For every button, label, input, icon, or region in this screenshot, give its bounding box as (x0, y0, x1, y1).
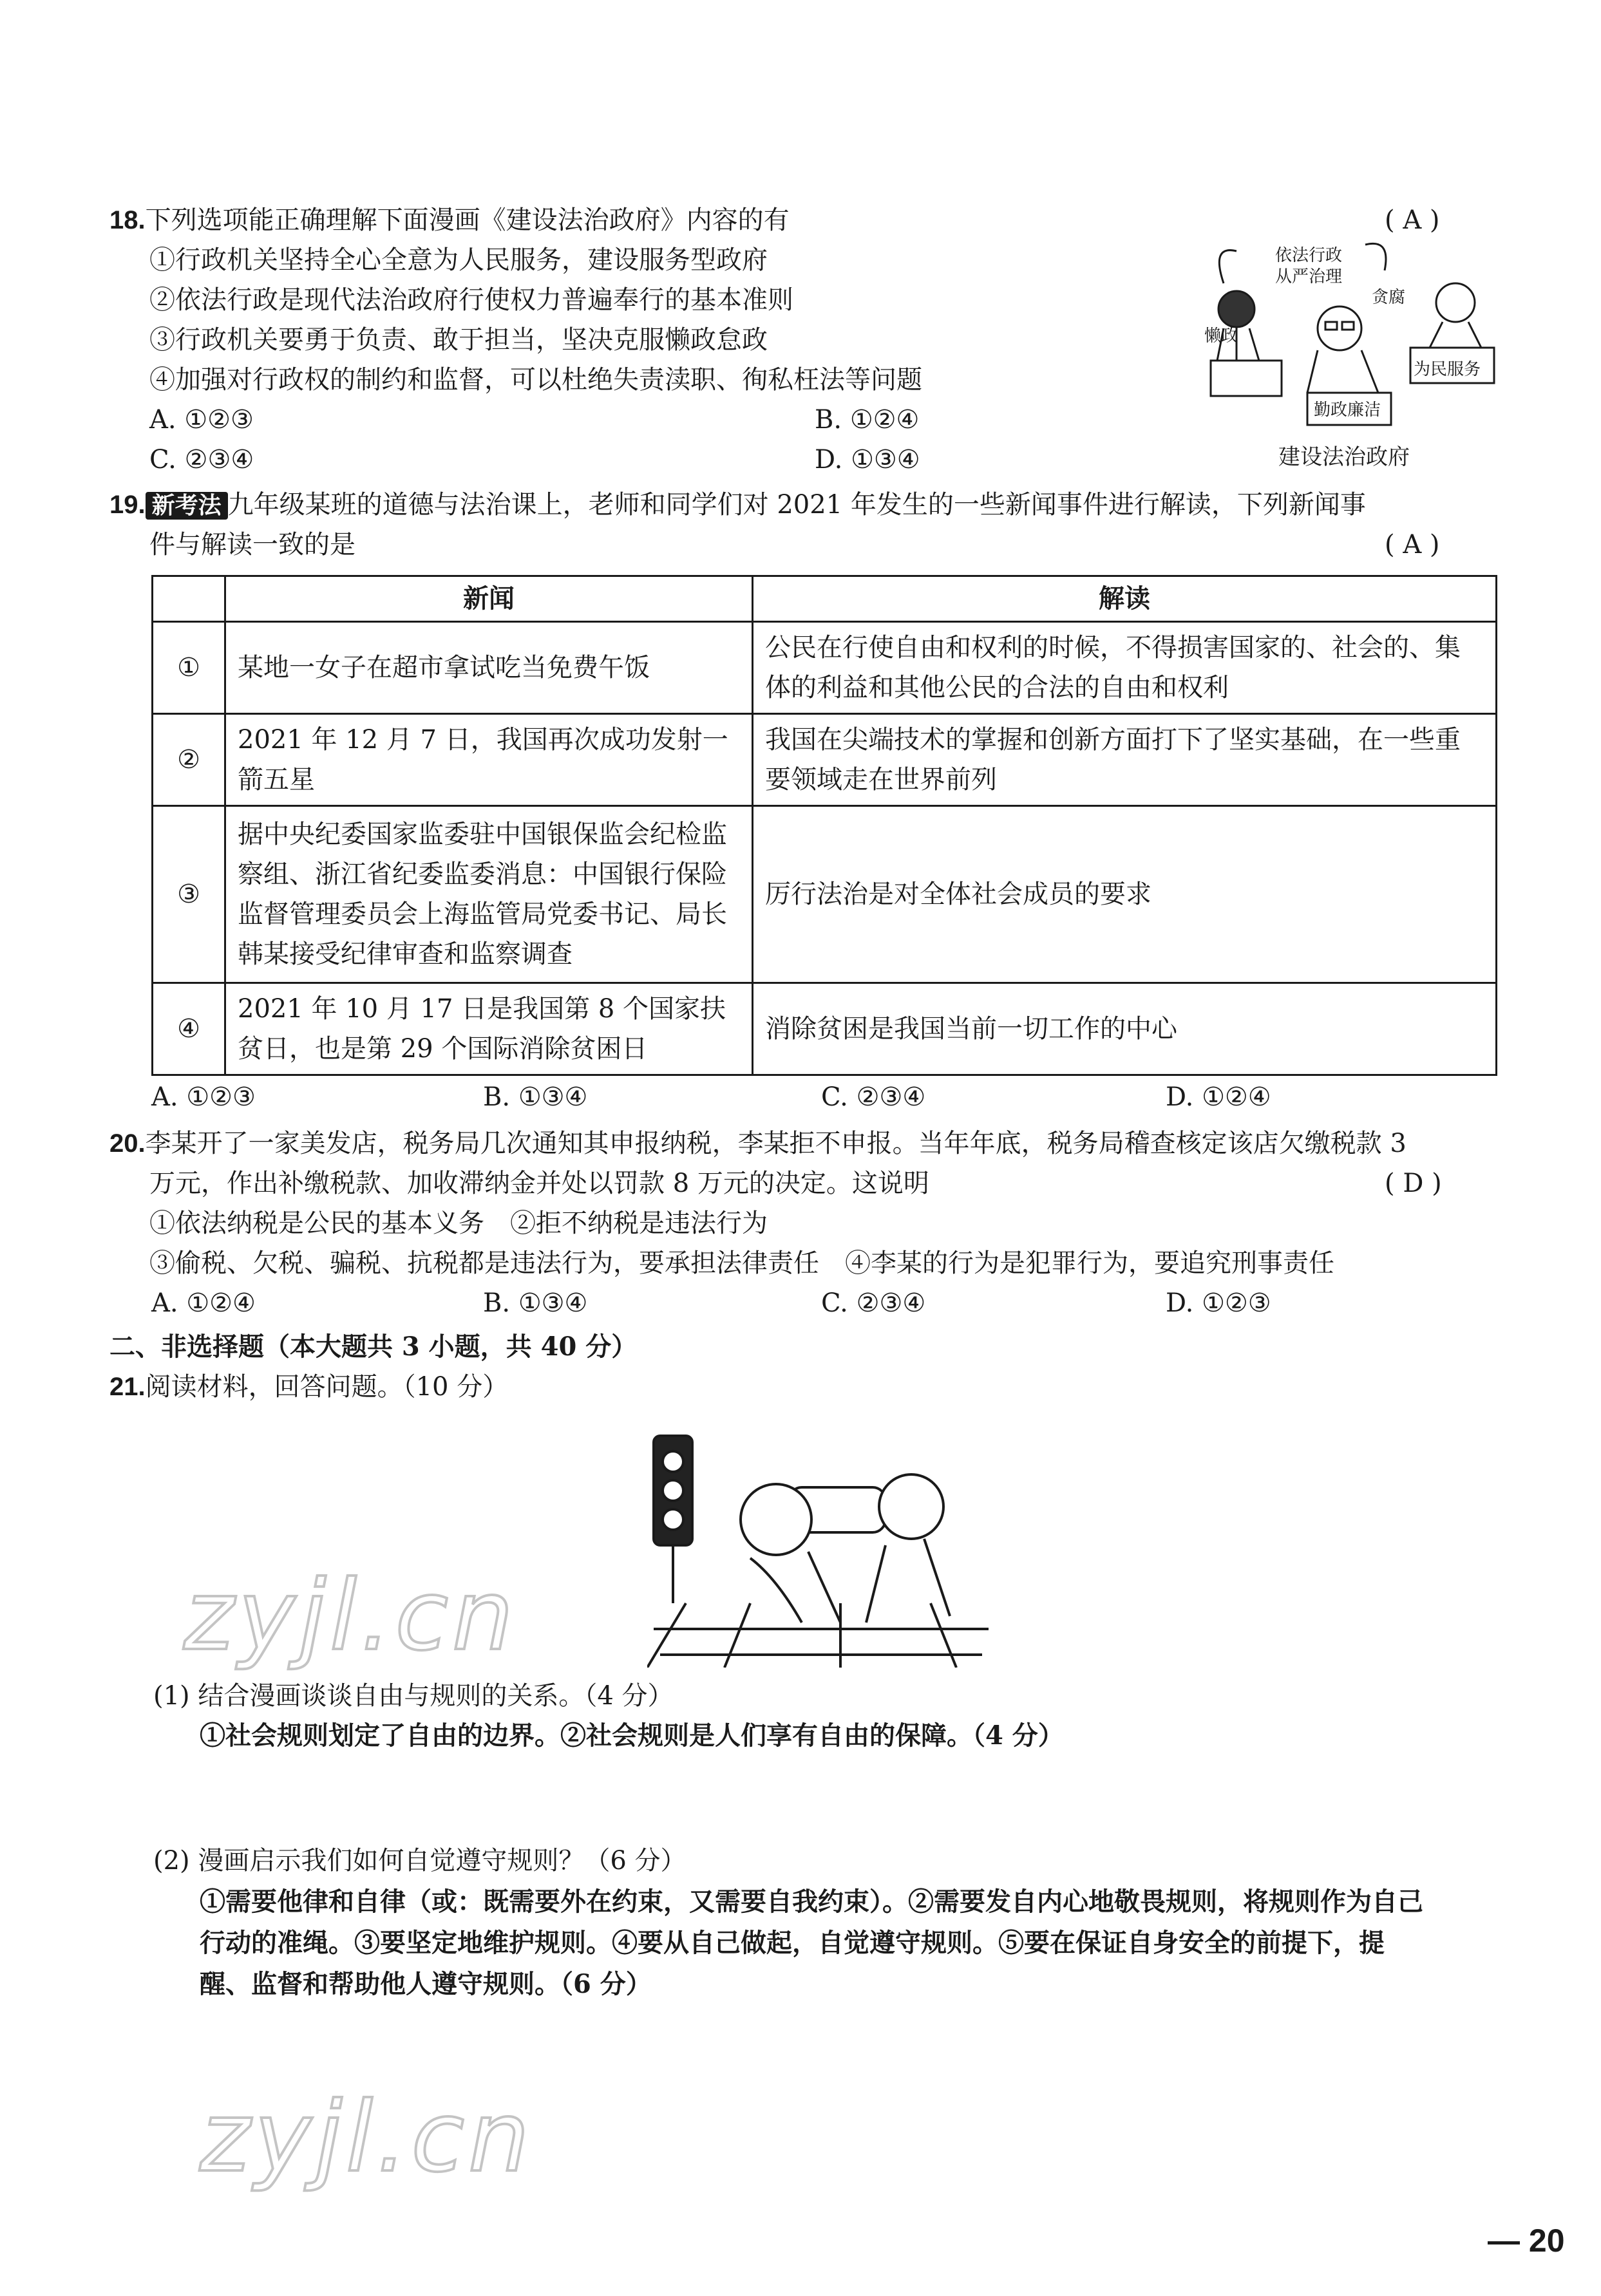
table-row: ① 某地一女子在超市拿试吃当免费午饭 公民在行使自由和权利的时候，不得损害国家的、社会的、集体的利益和其他公民的合法的自由和权利 (153, 622, 1497, 714)
q18-item-2: ②依法行政是现代法治政府行使权力普遍奉行的基本准则 (149, 285, 793, 315)
q21-sub2-answer-line3: 醒、监督和帮助他人遵守规则。（6 分） (200, 1969, 652, 1999)
q18-option-b: B. ①②④ (815, 405, 920, 435)
q19-stem-line2: 件与解读一致的是 (149, 530, 355, 560)
watermark-2: zyjl.cn (200, 2082, 534, 2194)
q18-stem: 18.下列选项能正确理解下面漫画《建设法治政府》内容的有 (109, 205, 790, 235)
q21-sub2-question: (2) 漫画启示我们如何自觉遵守规则？（6 分） (153, 1846, 687, 1876)
table-row: ④ 2021 年 10 月 17 日是我国第 8 个国家扶贫日，也是第 29 个国际消除贫困日 消除贫困是我国当前一切工作的中心 (153, 983, 1497, 1075)
table-row: ② 2021 年 12 月 7 日，我国再次成功发射一箭五星 我国在尖端技术的掌握和创新方面打下了坚实基础，在一些重要领域走在世界前列 (153, 714, 1497, 806)
q18-item-1: ①行政机关坚持全心全意为人民服务，建设服务型政府 (149, 245, 768, 275)
q19-option-c: C. ②③④ (821, 1082, 926, 1112)
table-row: ③ 据中央纪委国家监委驻中国银保监会纪检监察组、浙江省纪委监委消息：中国银行保险监督管理委员会上海监管局党委书记、局长韩某接受纪律审查和监察调查 厉行法治是对全体社会成员的要求 (153, 806, 1497, 983)
q21-cartoon-image (647, 1410, 995, 1668)
cartoon-label-5: 为民服务 (1414, 360, 1481, 379)
cartoon-label-2: 从严治理 (1275, 267, 1343, 287)
q20-option-b: B. ①③④ (483, 1288, 588, 1318)
q18-option-a: A. ①②③ (149, 405, 254, 435)
q19-option-b: B. ①③④ (483, 1082, 588, 1112)
cartoon-label-3: 贪腐 (1372, 288, 1406, 307)
q18-item-3: ③行政机关要勇于负责、敢于担当，坚决克服懒政怠政 (149, 325, 768, 355)
cartoon-label-4: 懒政 (1204, 326, 1238, 346)
q19-news-table (151, 575, 1497, 1076)
q21-sub1-answer: ①社会规则划定了自由的边界。②社会规则是人们享有自由的保障。（4 分） (200, 1720, 1064, 1751)
q19-option-a: A. ①②③ (151, 1082, 256, 1112)
q18-cartoon-image (1198, 232, 1507, 451)
page-number: — 20 (1488, 2223, 1565, 2259)
q21-stem: 21.阅读材料，回答问题。（10 分） (109, 1372, 509, 1402)
q18-item-4: ④加强对行政权的制约和监督，可以杜绝失责渎职、徇私枉法等问题 (149, 365, 922, 395)
q20-option-d: D. ①②③ (1166, 1288, 1271, 1318)
watermark-1: zyjl.cn (184, 1560, 518, 1672)
q18-option-c: C. ②③④ (149, 445, 254, 475)
q20-line4: ③偷税、欠税、骗税、抗税都是违法行为，要承担法律责任 ④李某的行为是犯罪行为，要追究刑事责任 (149, 1248, 1334, 1278)
section-2-title: 二、非选择题（本大题共 3 小题，共 40 分） (109, 1331, 638, 1362)
q20-stem-line1: 20.李某开了一家美发店，税务局几次通知其申报纳税，李某拒不申报。当年年底，税务局稽查核定该店欠缴税款 3 (109, 1129, 1407, 1158)
table-header-row (153, 576, 1497, 622)
q20-stem-line2: 万元，作出补缴税款、加收滞纳金并处以罚款 8 万元的决定。这说明 (149, 1169, 929, 1198)
cartoon-label-1: 依法行政 (1275, 246, 1343, 265)
q21-sub1-question: (1) 结合漫画谈谈自由与规则的关系。（4 分） (153, 1681, 674, 1711)
cartoon-label-6: 勤政廉洁 (1314, 400, 1381, 420)
q21-sub2-answer-line2: 行动的准绳。③要坚定地维护规则。④要从自己做起，自觉遵守规则。⑤要在保证自身安全的前提下，提 (200, 1928, 1385, 1958)
q19-option-d: D. ①②④ (1166, 1082, 1271, 1112)
q20-option-a: A. ①②④ (151, 1288, 256, 1318)
q20-option-c: C. ②③④ (821, 1288, 926, 1318)
table-header-news: 新闻 (225, 576, 753, 622)
q19-answer: ( A ) (1385, 530, 1440, 560)
q18-cartoon-caption: 建设法治政府 (1278, 444, 1410, 470)
q19-tag: 新考法 (146, 492, 228, 520)
q21-sub2-answer-line1: ①需要他律和自律（或：既需要外在约束，又需要自我约束）。②需要发自内心地敬畏规则，将规则作为自己 (200, 1887, 1423, 1917)
q18-answer: ( A ) (1385, 205, 1440, 235)
q19-stem-line1: 19. 新考法 九年级某班的道德与法治课上，老师和同学们对 2021 年发生的一些新闻事件进行解读，下列新闻事 (109, 490, 1366, 520)
table-header-interp: 解读 (753, 576, 1497, 622)
q20-answer: ( D ) (1385, 1169, 1442, 1198)
q20-line3: ①依法纳税是公民的基本义务 ②拒不纳税是违法行为 (149, 1209, 768, 1238)
q18-option-d: D. ①③④ (815, 445, 920, 475)
